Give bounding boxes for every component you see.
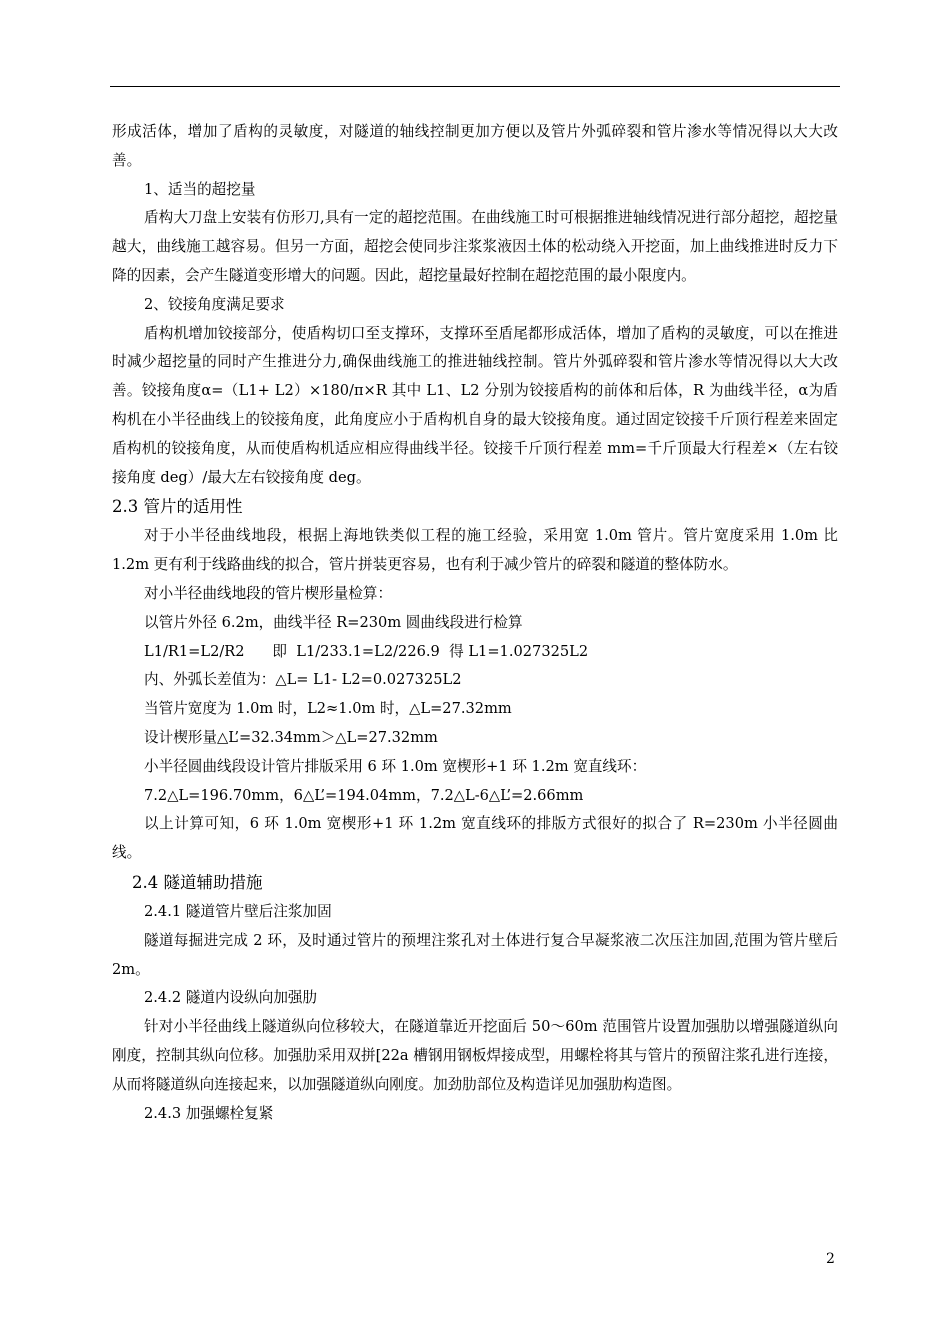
paragraph: 7.2△L=196.70mm，6△L’=194.04mm，7.2△L-6△L’=2.66mm — [144, 786, 584, 804]
paragraph: 以管片外径 6.2m，曲线半径 R=230m 圆曲线段进行检算 — [144, 613, 523, 631]
document-body — [112, 118, 843, 1128]
paragraph: 内、外弧长差值为：△L= L1- L2=0.027325L2 — [144, 671, 462, 689]
paragraph: 1、适当的超挖量 — [144, 180, 256, 198]
paragraph: 设计楔形量△L’=32.34mm＞△L=27.32mm — [144, 728, 438, 746]
section-heading: 2.3 管片的适用性 — [112, 497, 243, 517]
paragraph: 对小半径曲线地段的管片楔形量检算： — [144, 584, 393, 602]
paragraph: 以上计算可知，6 环 1.0m 宽楔形+1 环 1.2m 宽直线环的排版方式很好的拟合了 R=230m 小半径圆曲线。 — [112, 815, 838, 862]
paragraph: 盾构大刀盘上安装有仿形刀,具有一定的超挖范围。在曲线施工时可根据推进轴线情况进行部分超挖，超挖量越大，曲线施工越容易。但另一方面，超挖会使同步注浆浆液因土体的松动绕入开挖面，加上曲线推进时反力下降的因素，会产生隧道变形增大的问题。因此，超挖量最好控制在超挖范围的最小限度内。 — [112, 209, 838, 284]
paragraph: 2.4.1 隧道管片壁后注浆加固 — [144, 902, 332, 920]
page-number: 2 — [826, 1251, 835, 1267]
paragraph: 针对小半径曲线上隧道纵向位移较大，在隧道靠近开挖面后 50～60m 范围管片设置加强肋以增强隧道纵向刚度，控制其纵向位移。加强肋采用双拼[22a 槽钢用钢板焊接成型，用螺栓将其与管片的预留注浆孔进行连接，从而将隧道纵向连接起来，以加强隧道纵向刚度。加劲肋部位及构造详见加强肋构造图。 — [112, 1018, 838, 1093]
paragraph: 当管片宽度为 1.0m 时，L2≈1.0m 时，△L=27.32mm — [144, 700, 512, 718]
paragraph: 2.4.3 加强螺栓复紧 — [144, 1104, 274, 1122]
paragraph: 对于小半径曲线地段，根据上海地铁类似工程的施工经验，采用宽 1.0m 管片。管片宽度采用 1.0m 比 1.2m 更有利于线路曲线的拟合，管片拼装更容易，也有利于减少管片的碎裂和隧道的整体防水。 — [112, 527, 843, 574]
paragraph: 小半径圆曲线段设计管片排版采用 6 环 1.0m 宽楔形+1 环 1.2m 宽直线环： — [144, 757, 647, 775]
paragraph: 2.4.2 隧道内设纵向加强肋 — [144, 989, 318, 1007]
paragraph: 2、铰接角度满足要求 — [144, 295, 285, 313]
paragraph: L1/R1=L2/R2 即 L1/233.1=L2/226.9 得 L1=1.027325L2 — [144, 642, 589, 660]
paragraph: 盾构机增加铰接部分，使盾构切口至支撑环，支撑环至盾尾都形成活体，增加了盾构的灵敏度，可以在推进时减少超挖量的同时产生推进分力,确保曲线施工的推进轴线控制。管片外弧碎裂和管片渗水等情况得以大大改善。铰接角度α=（L1+ L2）×180/π×R 其中 L1、L2 分别为铰接盾构的前体和后体，R 为曲线半径，α为盾构机在小半径曲线上的铰接角度，此角度应小于盾构机自身的最大铰接角度。通过固定铰接千斤顶行程差来固定盾构机的铰接角度，从而使盾构机适应相应得曲线半径。铰接千斤顶行程差 mm=千斤顶最大行程差×（左右铰接角度 deg）/最大左右铰接角度 deg。 — [112, 324, 838, 486]
section-heading: 2.4 隧道辅助措施 — [132, 872, 263, 892]
paragraph: 形成活体，增加了盾构的灵敏度，对隧道的轴线控制更加方便以及管片外弧碎裂和管片渗水等情况得以大大改善。 — [112, 123, 838, 169]
header-rule — [110, 86, 840, 87]
paragraph: 隧道每掘进完成 2 环，及时通过管片的预埋注浆孔对土体进行复合早凝浆液二次压注加固,范围为管片壁后 2m。 — [112, 931, 843, 978]
